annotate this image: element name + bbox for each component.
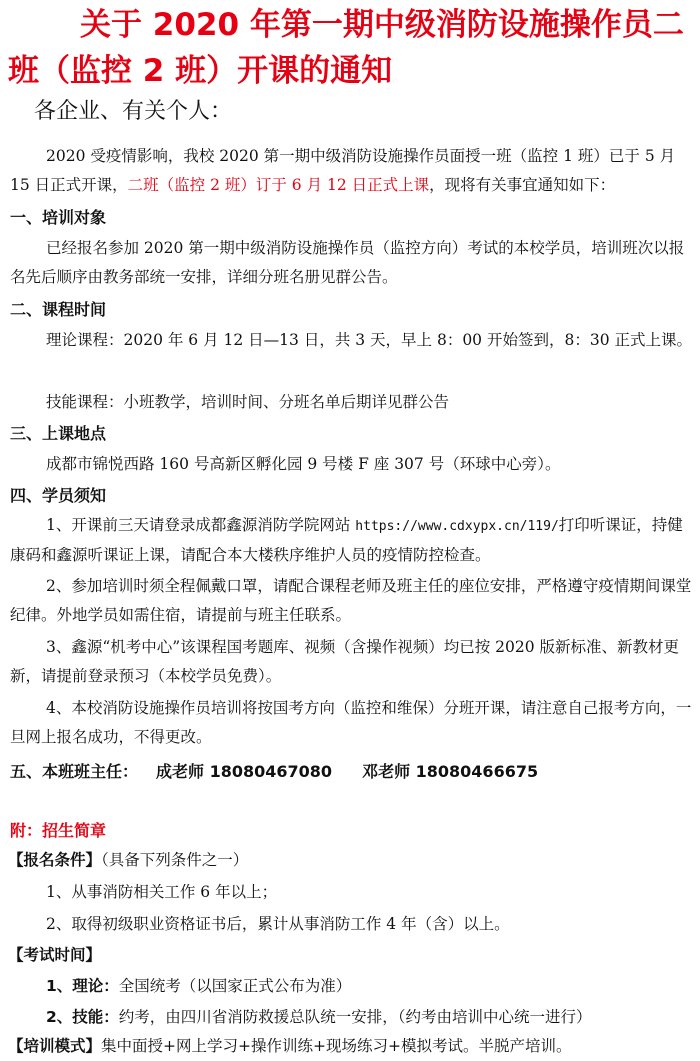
intro-highlight: 二班（监控 2 班）订于 6 月 12 日正式上课 <box>127 176 430 194</box>
teacher-1: 成老师 18080467080 <box>156 762 333 781</box>
section-3-heading: 三、上课地点 <box>10 424 107 443</box>
appendix-heading: 附：招生简章 <box>10 821 107 840</box>
exam-skill-text: 约考，由四川省消防救援总队统一安排，（约考由培训中心统一进行） <box>118 1008 592 1026</box>
section-1-heading: 一、培训对象 <box>10 208 107 227</box>
section-2-theory: 理论课程：2020 年 6 月 12 日—13 日，共 3 天，早上 8：00 开始签到，8：30 正式上课。 <box>46 331 692 349</box>
mode-label: 【培训模式】 <box>8 1037 102 1055</box>
section-4-heading: 四、学员须知 <box>10 486 107 505</box>
exam-skill <box>46 1003 692 1032</box>
conditions-note: （具备下列条件之一） <box>101 851 249 869</box>
section-5-line <box>10 757 538 786</box>
section-4-item-3: 3、鑫源“机考中心”该课程国考题库、视频（含操作视频）均已按 2020 版新标准、新教材更新，请提前登录预习（本校学员免费）。 <box>10 638 680 685</box>
exam-theory-label: 1、理论： <box>46 977 119 995</box>
item-1-text-a: 1、开课前三天请登录成都鑫源消防学院网站 <box>46 516 356 534</box>
section-4-item-4: 4、本校消防设施操作员培训将按国考方向（监控和维保）分班开课，请注意自己报考方向，一旦网上报名成功，不得更改。 <box>10 699 692 746</box>
intro-paragraph <box>10 142 694 200</box>
item-1-text-b: 打印听课证，持健康码和鑫源听课证上课，请配合本大楼秩序维护人员的疫情防控检查。 <box>10 516 683 564</box>
section-3-text: 成都市锦悦西路 160 号高新区孵化园 9 号楼 F 座 307 号（环球中心旁）。 <box>46 455 561 473</box>
section-2-heading: 二、课程时间 <box>10 300 107 319</box>
intro-text-1: 2020 受疫情影响，我校 2020 第一期中级消防设施操作员面授一班（监控 1 班）已于 5 月 15 日正式开课， <box>10 147 676 194</box>
section-5-heading: 五、本班班主任： <box>10 762 139 781</box>
website-link[interactable]: https://www.cdxypx.cn/119/ <box>355 519 559 534</box>
section-2-skill: 技能课程：小班教学，培训时间、分班名单后期详见群公告 <box>46 393 450 411</box>
conditions-label: 【报名条件】 <box>8 851 102 869</box>
teacher-2: 邓老师 18080466675 <box>362 762 539 781</box>
exam-label: 【考试时间】 <box>8 946 102 964</box>
condition-1: 1、从事消防相关工作 6 年以上； <box>46 883 278 901</box>
mode-text: 集中面授+网上学习+操作训练+现场练习+模拟考试。半脱产培训。 <box>101 1037 572 1055</box>
condition-2: 2、取得初级职业资格证书后，累计从事消防工作 4 年（含）以上。 <box>46 915 510 933</box>
intro-text-2: ，现将有关事宜通知如下： <box>429 176 616 194</box>
notice-title: 关于 2020 年第一期中级消防设施操作员二班（监控 2 班）开课的通知 <box>8 7 684 89</box>
conditions-line <box>8 846 248 875</box>
salutation: 各企业、有关个人： <box>34 99 233 124</box>
section-4-item-1 <box>10 511 694 570</box>
exam-theory <box>46 972 692 1001</box>
training-mode <box>8 1032 571 1061</box>
exam-theory-text: 全国统考（以国家正式公布为准） <box>118 977 352 995</box>
section-4-item-2: 2、参加培训时须全程佩戴口罩，请配合课程老师及班主任的座位安排，严格遵守疫情期间课堂纪律。外地学员如需住宿，请提前与班主任联系。 <box>10 577 692 624</box>
section-1-text: 已经报名参加 2020 第一期中级消防设施操作员（监控方向）考试的本校学员，培训班次以报名先后顺序由教务部统一安排，详细分班名册见群公告。 <box>10 239 685 286</box>
exam-skill-label: 2、技能： <box>46 1008 119 1026</box>
